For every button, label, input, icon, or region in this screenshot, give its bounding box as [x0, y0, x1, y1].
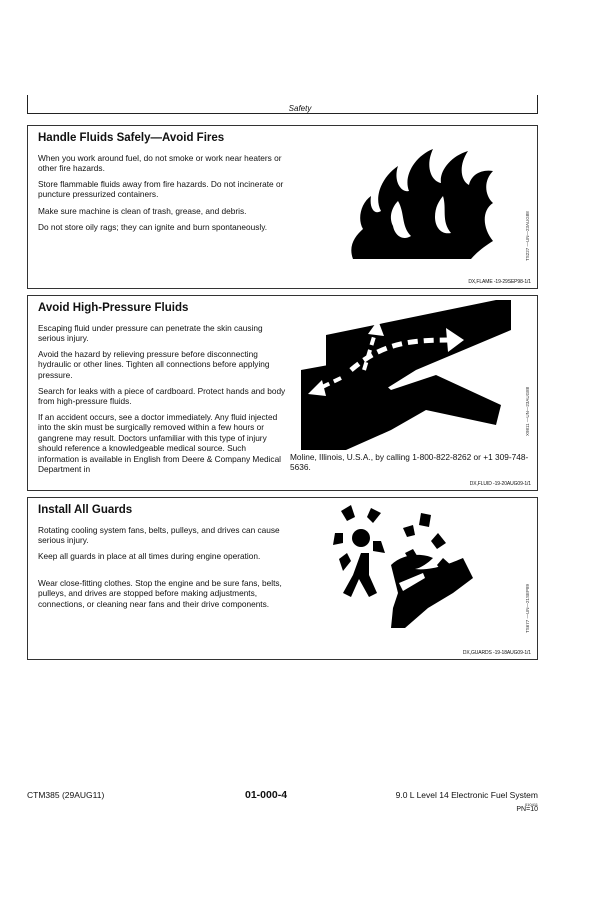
- reference-code: DX,GUARDS -19-18AUG09-1/1: [462, 650, 531, 656]
- paragraph: Make sure machine is clean of trash, grease, and debris.: [38, 206, 247, 216]
- paragraph: Avoid the hazard by relieving pressure before disconnecting hydraulic or other lines. Tighten all connections before applying pressure.: [38, 349, 270, 380]
- manual-code: CTM385 (29AUG11): [27, 790, 105, 800]
- small-code: 010411: [524, 802, 538, 807]
- section-high-pressure: [27, 295, 538, 491]
- paragraph: When you work around fuel, do not smoke or work near heaters or other fire hazards.: [38, 153, 282, 174]
- paragraph: If an accident occurs, see a doctor immediately. Any fluid injected into the skin must be surgically removed within a few hours or gangrene may result. Doctors unfamiliar with this type of injury should reference a knowledgeable medical source. Such information is available in English from Deere & Company Medical Department in: [38, 412, 282, 475]
- paragraph: Keep all guards in place at all times during engine operation.: [38, 551, 261, 561]
- section-title: Install All Guards: [38, 504, 133, 516]
- reference-code: DX,FLUID -19-20AUG09-1/1: [469, 481, 531, 487]
- continuation-paragraph: Moline, Illinois, U.S.A., by calling 1-800-822-8262 or +1 309-748-5636.: [290, 452, 529, 473]
- paragraph: Search for leaks with a piece of cardboard. Protect hands and body from high-pressure fluids.: [38, 386, 286, 407]
- paragraph: Do not store oily rags; they can ignite and burn spontaneously.: [38, 222, 268, 232]
- pn-number: PN=10: [516, 806, 538, 813]
- paragraph: Rotating cooling system fans, belts, pulleys, and drives can cause serious injury.: [38, 525, 280, 546]
- header-rule: [27, 113, 538, 114]
- rotating-fan-hazard-icon: [333, 503, 483, 628]
- section-fires: [27, 125, 538, 289]
- section-title: Avoid High-Pressure Fluids: [38, 302, 189, 314]
- high-pressure-fluid-icon: [296, 300, 511, 450]
- fire-icon: [343, 141, 508, 261]
- paragraph: Store flammable fluids away from fire hazards. Do not incinerate or puncture pressurized containers.: [38, 179, 284, 200]
- page-number: 01-000-4: [245, 789, 288, 801]
- image-code: X9811 —UN—23AUG88: [525, 386, 530, 436]
- reference-code: DX,FLAME -19-29SEP98-1/1: [468, 279, 531, 285]
- manual-title: 9.0 L Level 14 Electronic Fuel System: [395, 790, 538, 800]
- section-header: Safety: [288, 104, 312, 113]
- section-title: Handle Fluids Safely—Avoid Fires: [38, 132, 225, 144]
- paragraph: Escaping fluid under pressure can penetrate the skin causing serious injury.: [38, 323, 263, 344]
- image-code: TS677 —UN—21SEP89: [525, 583, 530, 633]
- image-code: TS227 —UN—23AUG88: [525, 211, 530, 261]
- section-guards: [27, 497, 538, 660]
- paragraph: Wear close-fitting clothes. Stop the engine and be sure fans, belts, pulleys, and drives are stopped before making adjustments, connections, or cleaning near fans and their drive components.: [38, 578, 282, 609]
